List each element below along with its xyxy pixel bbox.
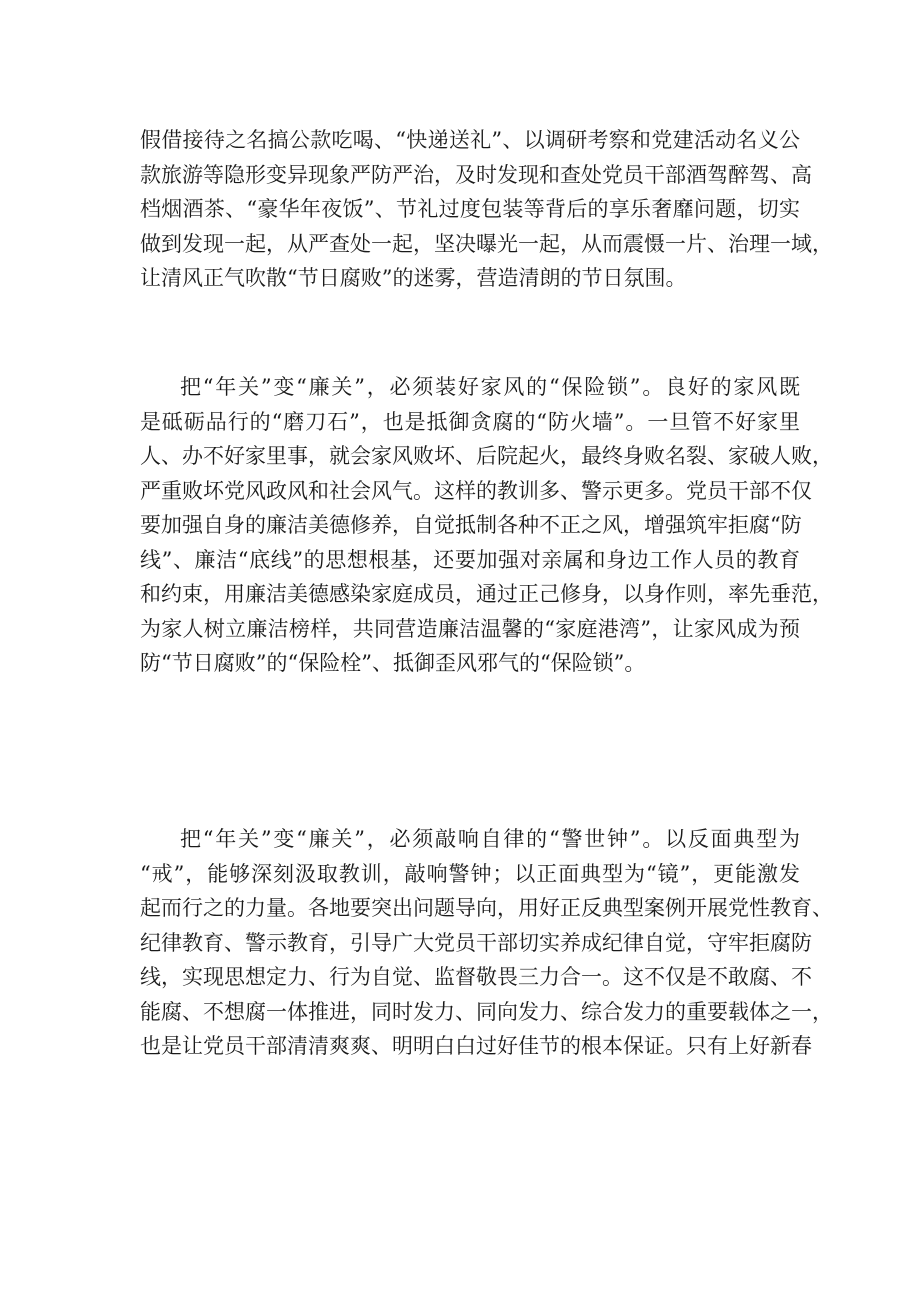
paragraph-line: 能腐、不想腐一体推进，同时发力、同向发力、综合发力的重要载体之一，	[140, 999, 833, 1024]
paragraph-line: 为家人树立廉洁榜样，共同营造廉洁温馨的“家庭港湾”，让家风成为预	[140, 616, 800, 641]
paragraph-line: 档烟酒茶、“豪华年夜饭”、节礼过度包装等背后的享乐奢靡问题，切实	[140, 197, 800, 221]
paragraph-line: 也是让党员干部清清爽爽、明明白白过好佳节的根本保证。只有上好新春	[140, 1034, 812, 1058]
paragraph-line: 把“年关”变“廉关”，必须敲响自律的“警世钟”。以反面典型为	[180, 827, 800, 851]
paragraph-line: 让清风正气吹散“节日腐败”的迷雾，营造清朗的节日氛围。	[140, 266, 687, 290]
paragraph-line: 防“节日腐败”的“保险栓”、抵御歪风邪气的“保险锁”。	[140, 651, 646, 675]
paragraph-line: 起而行之的力量。各地要突出问题导向，用好正反典型案例开展党性教育、	[140, 896, 833, 920]
paragraph-line: 纪律教育、警示教育，引导广大党员干部切实养成纪律自觉，守牢拒腐防	[140, 930, 812, 955]
paragraph-line: 严重败坏党风政风和社会风气。这样的教训多、警示更多。党员干部不仅	[140, 478, 812, 503]
paragraph-line: 假借接待之名搞公款吃喝、“快递送礼”、以调研考察和党建活动名义公	[140, 128, 800, 152]
paragraph-family-style	[140, 370, 833, 681]
paragraph-self-discipline	[140, 822, 833, 1064]
paragraph-line: 要加强自身的廉洁美德修养，自觉抵制各种不正之风，增强筑牢拒腐“防	[140, 513, 802, 537]
paragraph-line: 款旅游等隐形变异现象严防严治，及时发现和查处党员干部酒驾醉驾、高	[140, 162, 812, 187]
paragraph-line: 线”、廉洁“底线”的思想根基，还要加强对亲属和身边工作人员的教育	[140, 547, 800, 572]
paragraph-line: 和约束，用廉洁美德感染家庭成员，通过正己修身，以身作则，率先垂范，	[140, 582, 833, 606]
paragraph-hospitality-misconduct	[140, 123, 833, 296]
paragraph-line: 是砥砺品行的“磨刀石”，也是抵御贪腐的“防火墙”。一旦管不好家里	[140, 409, 800, 434]
paragraph-line: 人、办不好家里事，就会家风败坏、后院起火，最终身败名裂、家破人败，	[140, 444, 833, 468]
paragraph-line: “戒”，能够深刻汲取教训，敲响警钟；以正面典型为“镜”，更能激发	[140, 861, 800, 886]
paragraph-line: 把“年关”变“廉关”，必须装好家风的“保险锁”。良好的家风既	[180, 375, 800, 399]
paragraph-line: 线，实现思想定力、行为自觉、监督敬畏三力合一。这不仅是不敢腐、不	[140, 965, 812, 989]
paragraph-line: 做到发现一起，从严查处一起，坚决曝光一起，从而震慑一片、治理一域，	[140, 231, 833, 256]
